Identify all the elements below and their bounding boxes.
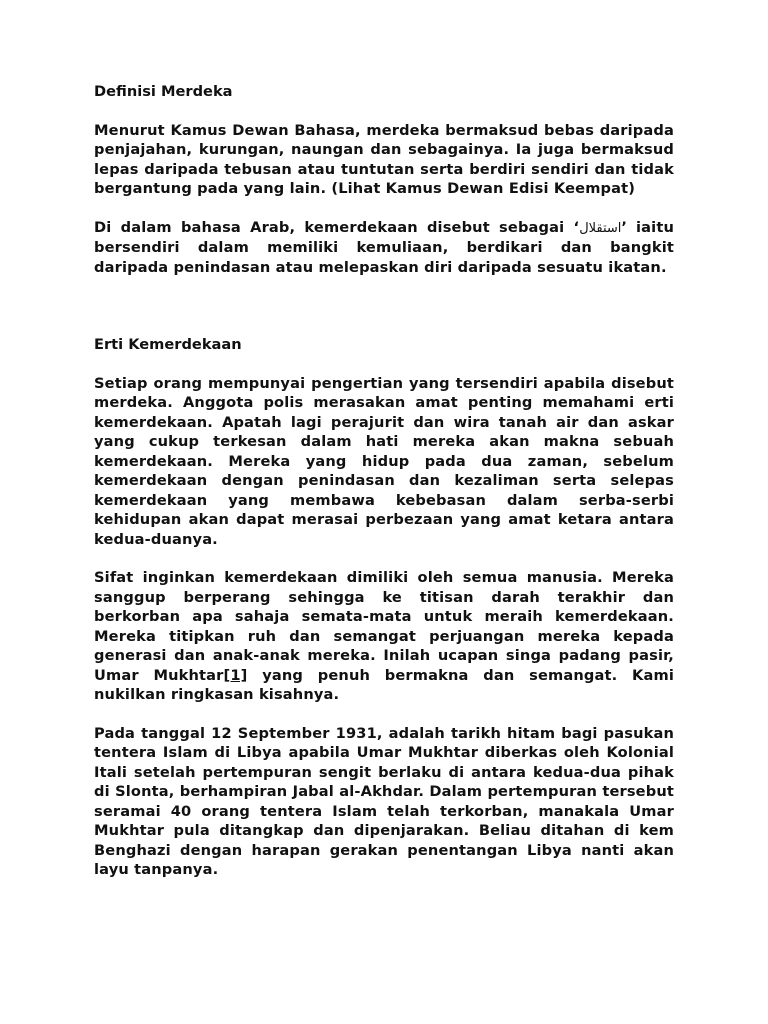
text-segment: Di dalam bahasa Arab, kemerdekaan disebut sebagai ‘ xyxy=(94,218,580,236)
footnote-link[interactable]: [1] xyxy=(223,666,248,684)
arabic-word: استقلال xyxy=(579,220,622,236)
text-segment: ’ iaitu bersendiri dalam memiliki kemuliaan, berdikari dan bangkit daripada penindasan atau melepaskan diri daripada sesuatu ikatan. xyxy=(94,218,675,276)
paragraph-tanggal: Pada tanggal 12 September 1931, adalah tarikh hitam bagi pasukan tentera Islam di Libya apabila Umar Mukhtar diberkas oleh Kolonial Itali setelah pertempuran sengit berlaku di antara kedua-dua pihak di Slonta, berhampiran Jabal al-Akhdar. Dalam pertempuran tersebut seramai 40 orang tentera Islam telah terkorban, manakala Umar Mukhtar pula ditangkap dan dipenjarakan. Beliau ditahan di kem Benghazi dengan harapan gerakan penentangan Libya nanti akan layu tanpanya. xyxy=(94,724,674,878)
heading-definisi-merdeka: Definisi Merdeka xyxy=(94,83,233,100)
text-segment: yang penuh bermakna dan semangat. Kami nukilkan ringkasan kisahnya. xyxy=(94,666,674,703)
paragraph-sifat xyxy=(94,568,674,705)
paragraph-bahasa-arab xyxy=(94,218,674,278)
heading-erti-kemerdekaan: Erti Kemerdekaan xyxy=(94,336,242,353)
paragraph-erti: Setiap orang mempunyai pengertian yang tersendiri apabila disebut merdeka. Anggota polis merasakan amat penting memahami erti kemerdekaan. Apatah lagi perajurit dan wira tanah air dan askar yang cukup terkesan dalam hati mereka akan makna sebuah kemerdekaan. Mereka yang hidup pada dua zaman, sebelum kemerdekaan dengan penindasan dan kezaliman serta selepas kemerdekaan yang membawa kebebasan dalam serba-serbi kehidupan akan dapat merasai perbezaan yang amat ketara antara kedua-duanya. xyxy=(94,374,674,548)
document-page xyxy=(94,82,674,880)
text-segment: Sifat inginkan kemerdekaan dimiliki oleh semua manusia. Mereka sanggup berperang sehingga ke titisan darah terakhir dan berkorban apa sahaja semata-mata untuk meraih kemerdekaan. Mereka titipkan ruh dan semangat perjuangan mereka kepada generasi dan anak-anak mereka. Inilah ucapan singa padang pasir, Umar Mukhtar xyxy=(94,569,674,684)
paragraph-definisi: Menurut Kamus Dewan Bahasa, merdeka bermaksud bebas daripada penjajahan, kurungan, naungan dan sebagainya. Ia juga bermaksud lepas daripada tebusan atau tuntutan serta berdiri sendiri dan tidak bergantung pada yang lain. (Lihat Kamus Dewan Edisi Keempat) xyxy=(94,121,674,197)
